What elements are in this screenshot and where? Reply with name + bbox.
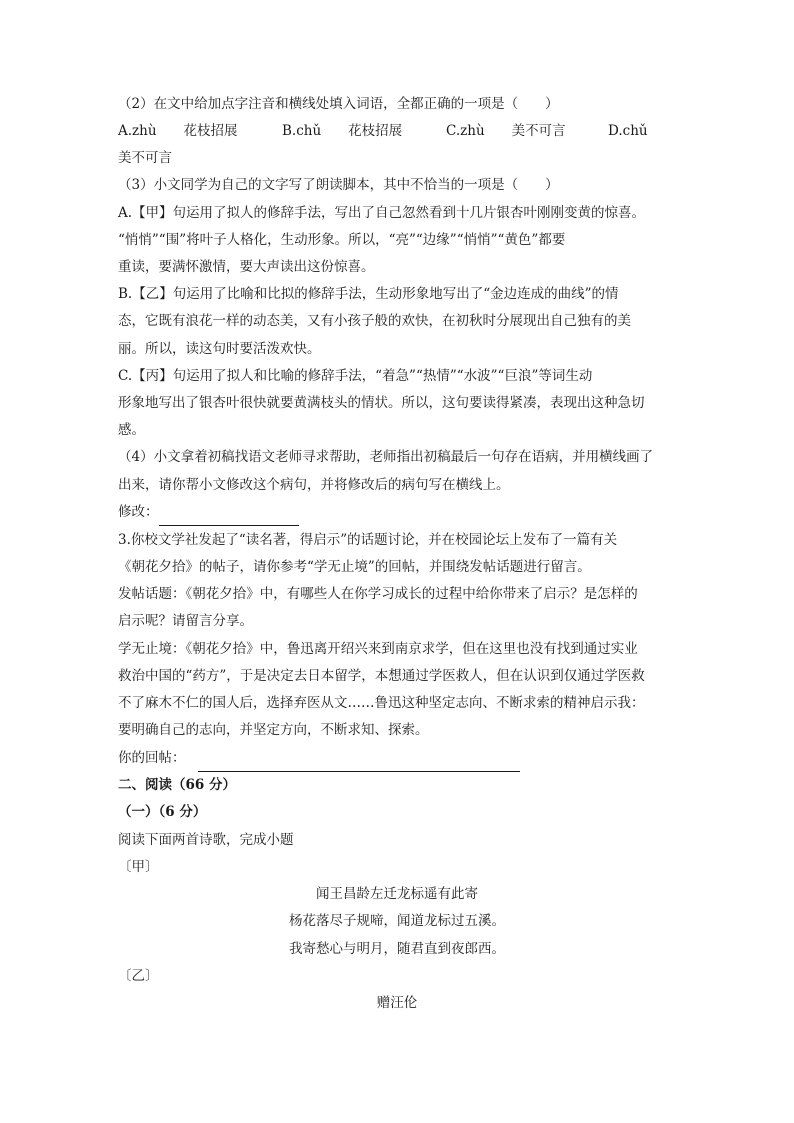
reading-instruction: 阅读下面两首诗歌，完成小题: [118, 832, 294, 848]
subsection-heading: （一）（6 分）: [118, 804, 207, 820]
q3-option-c-line: 形象地写出了银杏叶很快就要黄满枝头的情状。所以，这句要读得紧凑，表现出这种急切: [118, 395, 645, 411]
q2-option-d: D.chǔ: [608, 123, 648, 139]
section-heading: 二、阅读（66 分）: [118, 777, 236, 793]
q5-line: 要明确自己的志向，并坚定方向，不断求知、探索。: [118, 722, 429, 738]
q5-line: 发帖话题：《朝花夕拾》中，有哪些人在你学习成长的过程中给你带来了启示？是怎样的: [118, 586, 638, 602]
q3-option-a-line: A.【甲】句运用了拟人的修辞手法，写出了自己忽然看到十几片银杏叶刚刚变黄的惊喜。: [118, 205, 646, 221]
q3-stem: （3）小文同学为自己的文字写了朗读脚本，其中不恰当的一项是（ ）: [118, 177, 559, 193]
poem-jia-marker: 〔甲〕: [118, 859, 159, 875]
q3-option-c-line: 感。: [118, 422, 145, 438]
q5-reply-row: [118, 745, 678, 772]
q3-option-c-line: C.【丙】句运用了拟人和比喻的修辞手法，“着急”“热情”“水波”“巨浪”等词生动: [118, 368, 593, 384]
poem-jia-line: 我寄愁心与明月，随君直到夜郎西。: [289, 941, 505, 957]
q5-line: 不了麻木不仁的国人后，选择弃医从文……鲁迅这种坚定志向、不断求索的精神启示我：: [118, 695, 645, 711]
q2-stem: （2）在文中给加点字注音和横线处填入词语，全都正确的一项是（ ）: [118, 96, 559, 112]
poem-jia-title: 闻王昌龄左迁龙标遥有此寄: [316, 886, 478, 902]
q2-option-c: C.zhù 美不可言: [446, 123, 566, 139]
q5-line: 《朝花夕拾》的帖子，请你参考“学无止境”的回帖，并围绕发帖话题进行留言。: [118, 559, 591, 575]
q2-option-a: A.zhù 花枝招展: [118, 123, 238, 139]
q4-line: 出来，请你帮小文修改这个病句，并将修改后的病句写在横线上。: [118, 477, 510, 493]
q4-answer-blank[interactable]: [159, 507, 299, 526]
q5-line: 3.你校文学社发起了“读名著，得启示”的话题讨论，并在校园论坛上发布了一篇有关: [118, 532, 618, 548]
q4-line: （4）小文拿着初稿找语文老师寻求帮助，老师指出初稿最后一句存在语病，并用横线画了: [118, 449, 654, 465]
poem-yi-marker: 〔乙〕: [118, 968, 159, 984]
poem-yi-title: 赠汪伦: [376, 995, 418, 1011]
q4-answer-label: 修改：: [118, 504, 159, 520]
q5-line: 学无止境：《朝花夕拾》中，鲁迅离开绍兴来到南京求学，但在这里也没有找到通过实业: [118, 641, 638, 657]
q4-answer-row: [118, 499, 678, 526]
q5-reply-label: 你的回帖：: [118, 750, 186, 766]
q3-option-a-line: “悄悄”“围”将叶子人格化，生动形象。所以，“亮”“边缘”“悄悄”“黄色”都要: [118, 232, 566, 248]
q2-option-b: B.chǔ 花枝招展: [282, 123, 403, 139]
q5-line: 救治中国的“药方”，于是决定去日本留学，本想通过学医救人，但在认识到仅通过学医救: [118, 668, 645, 684]
q5-reply-blank[interactable]: [198, 753, 520, 772]
q3-option-b-line: B.【乙】句运用了比喻和比拟的修辞手法，生动形象地写出了“金边连成的曲线”的情: [118, 286, 619, 302]
q3-option-b-line: 态，它既有浪花一样的动态美，又有小孩子般的欢快，在初秋时分展现出自己独有的美: [118, 313, 631, 329]
q5-line: 启示呢？请留言分享。: [118, 613, 253, 629]
q3-option-a-line: 重读，要满怀激情，要大声读出这份惊喜。: [118, 259, 375, 275]
q3-option-b-line: 丽。所以，读这句时要活泼欢快。: [118, 341, 321, 357]
q2-option-d-cont: 美不可言: [118, 150, 172, 166]
q2-options: [118, 118, 678, 145]
poem-jia-line: 杨花落尽子规啼，闻道龙标过五溪。: [289, 913, 505, 929]
